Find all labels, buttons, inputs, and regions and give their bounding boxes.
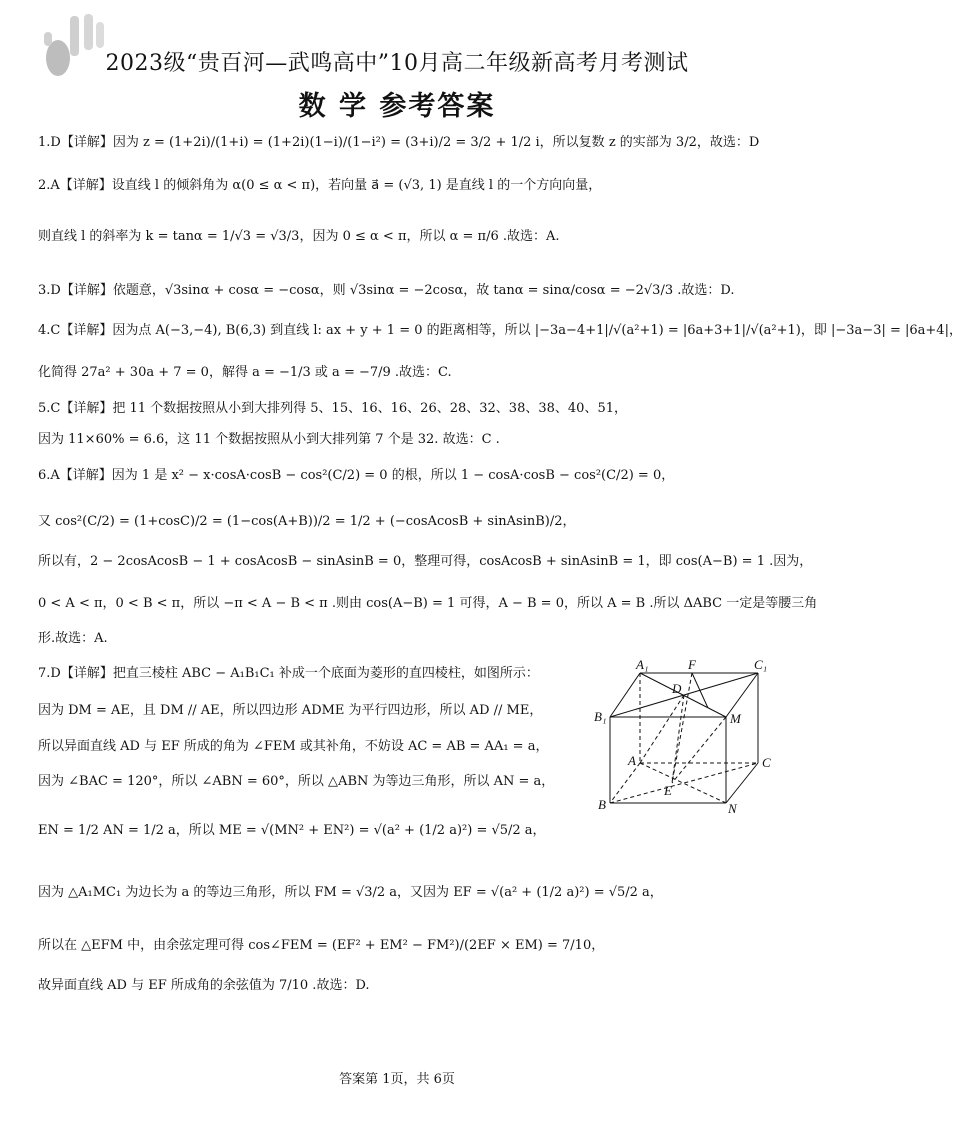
- answer-q7-line4: 因为 ∠BAC = 120°，所以 ∠ABN = 60°，所以 △ABN 为等边三角形，所以 AN = a，: [38, 774, 555, 789]
- label-B: B: [598, 797, 606, 812]
- label-A: A: [628, 753, 636, 768]
- label-N: N: [728, 801, 737, 816]
- label-C1: C₁: [754, 657, 768, 672]
- label-F: F: [688, 657, 696, 672]
- answer-q2-line1: 2.A【详解】设直线 l 的倾斜角为 α(0 ≤ α < π)，若向量 a⃗ = (√3, 1) 是直线 l 的一个方向向量，: [38, 178, 602, 193]
- answer-q7-line5: EN = 1/2 AN = 1/2 a，所以 ME = √(MN² + EN²) = √(a² + (1/2 a)²) = √5/2 a，: [38, 823, 546, 838]
- answer-q1: 1.D【详解】因为 z = (1+2i)/(1+i) = (1+2i)(1−i)/(1−i²) = (3+i)/2 = 3/2 + 1/2 i，所以复数 z 的实部为 3/2，故选：D: [38, 135, 760, 150]
- answer-q6-line1: 6.A【详解】因为 1 是 x² − x·cosA·cosB − cos²(C/2) = 0 的根，所以 1 − cosA·cosB − cos²(C/2) = 0，: [38, 468, 675, 483]
- answer-q7-line8: 故异面直线 AD 与 EF 所成角的余弦值为 7/10 .故选：D.: [38, 978, 370, 993]
- page-footer: 答案第 1页，共 6页: [339, 1072, 455, 1087]
- answer-q6-line5: 形.故选：A.: [38, 631, 108, 646]
- answer-q6-line2: 又 cos²(C/2) = (1+cosC)/2 = (1−cos(A+B))/2 = 1/2 + (−cosAcosB + sinAsinB)/2，: [38, 514, 576, 529]
- label-B1: B₁: [594, 709, 607, 724]
- answer-q7-line7: 所以在 △EFM 中，由余弦定理可得 cos∠FEM = (EF² + EM² − FM²)/(2EF × EM) = 7/10，: [38, 938, 605, 953]
- answer-q5-line1: 5.C【详解】把 11 个数据按照从小到大排列得 5、15、16、16、26、28、32、38、38、40、51，: [38, 401, 627, 416]
- answer-q7-line1: 7.D【详解】把直三棱柱 ABC − A₁B₁C₁ 补成一个底面为菱形的直四棱柱，如图所示：: [38, 666, 539, 681]
- answer-q6-line4: 0 < A < π，0 < B < π，所以 −π < A − B < π .则由 cos(A−B) = 1 可得，A − B = 0，所以 A = B .所以 ΔABC 一定是等腰三角: [38, 596, 818, 611]
- answer-q3: 3.D【详解】依题意，√3sinα + cosα = −cosα，则 √3sinα = −2cosα，故 tanα = sinα/cosα = −2√3/3 .故选：D.: [38, 283, 735, 298]
- label-M: M: [730, 711, 741, 726]
- answer-q4-line2: 化简得 27a² + 30a + 7 = 0，解得 a = −1/3 或 a = −7/9 .故选：C.: [38, 365, 452, 380]
- label-A1: A₁: [636, 657, 649, 672]
- exam-title: 2023级“贵百河—武鸣高中”10月高二年级新高考月考测试: [105, 51, 689, 76]
- answer-q7-line6: 因为 △A₁MC₁ 为边长为 a 的等边三角形，所以 FM = √3/2 a，又因为 EF = √(a² + (1/2 a)²) = √5/2 a，: [38, 885, 663, 900]
- label-C: C: [762, 755, 771, 770]
- answer-q7-line3: 所以异面直线 AD 与 EF 所成的角为 ∠FEM 或其补角，不妨设 AC = AB = AA₁ = a，: [38, 739, 549, 754]
- answer-q7-line2: 因为 DM = AE，且 DM // AE，所以四边形 ADME 为平行四边形，所以 AD // ME，: [38, 703, 543, 718]
- answer-q2-line2: 则直线 l 的斜率为 k = tanα = 1/√3 = √3/3，因为 0 ≤ α < π，所以 α = π/6 .故选：A.: [38, 229, 560, 244]
- answer-q4-line1: 4.C【详解】因为点 A(−3,−4), B(6,3) 到直线 l: ax + y + 1 = 0 的距离相等，所以 |−3a−4+1|/√(a²+1) = |6a+3+1|/√(a²+1)，即 |−3a−3| = |6a+4|，: [38, 323, 962, 338]
- answer-q6-line3: 所以有，2 − 2cosAcosB − 1 + cosAcosB − sinAsinB = 0，整理可得，cosAcosB + sinAsinB = 1，即 cos(A−B) = 1 .因为，: [38, 554, 813, 569]
- label-E: E: [664, 783, 672, 798]
- answer-q5-line2: 因为 11×60% = 6.6，这 11 个数据按照从小到大排列第 7 个是 32. 故选：C .: [38, 432, 500, 447]
- prism-figure: [592, 655, 772, 815]
- label-D: D: [672, 681, 682, 696]
- answer-key-subtitle: 数 学 参考答案: [298, 91, 496, 122]
